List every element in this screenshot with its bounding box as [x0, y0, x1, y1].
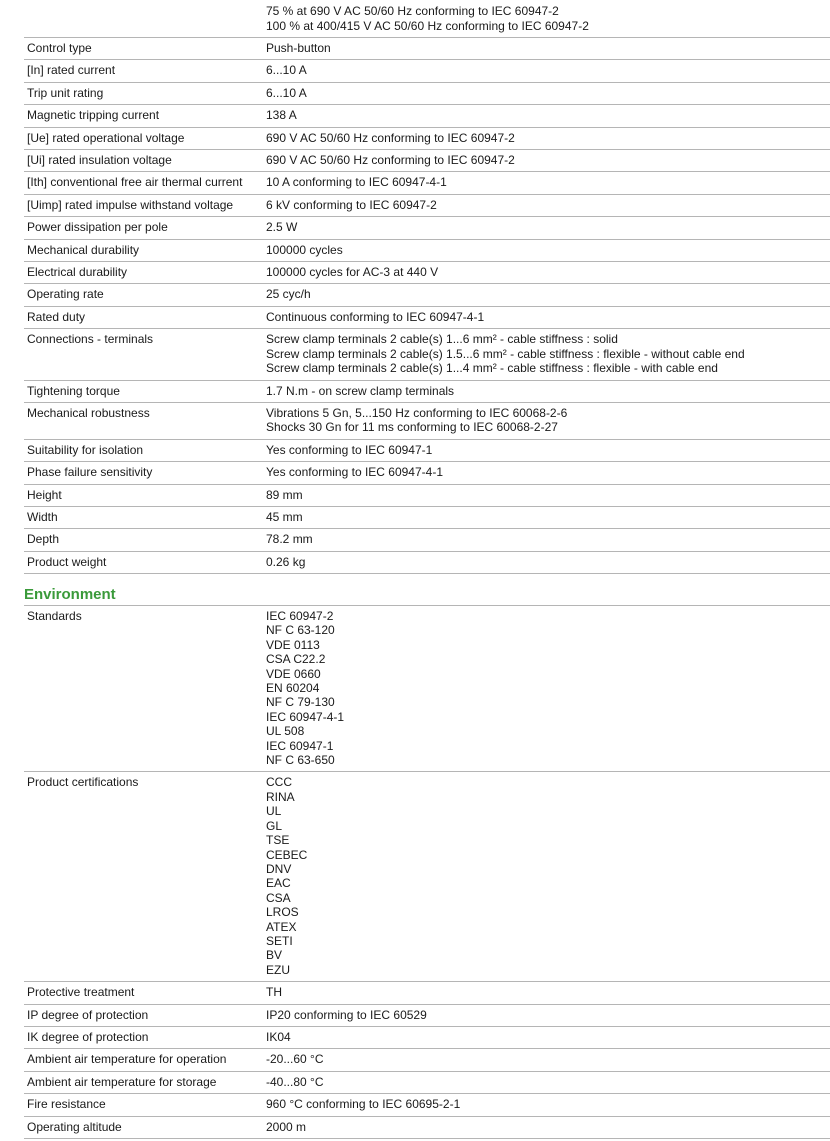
- continued-line: 100 % at 400/415 V AC 50/60 Hz conforming to IEC 60947-2: [266, 18, 589, 33]
- spec-value: [262, 529, 830, 550]
- spec-value: [262, 462, 830, 483]
- spec-value: [262, 381, 830, 402]
- spec-value-line: Yes conforming to IEC 60947-4-1: [266, 465, 443, 480]
- spec-row: [24, 128, 830, 150]
- spec-value-line: BV: [266, 948, 283, 963]
- spec-value-line: IEC 60947-1: [266, 738, 334, 753]
- spec-value-line: 6 kV conforming to IEC 60947-2: [266, 197, 437, 212]
- spec-value-line: Vibrations 5 Gn, 5...150 Hz conforming to IEC 60068-2-6: [266, 405, 568, 420]
- spec-row: [24, 529, 830, 551]
- spec-row: [24, 284, 830, 306]
- spec-value: [262, 403, 830, 439]
- spec-value: [262, 284, 830, 305]
- spec-label: Mechanical durability: [27, 242, 140, 257]
- spec-label: Product certifications: [27, 775, 139, 790]
- spec-value: [262, 606, 830, 771]
- spec-value: [262, 172, 830, 193]
- spec-value: [262, 1094, 830, 1115]
- spec-value: [262, 772, 830, 981]
- spec-value-line: Shocks 30 Gn for 11 ms conforming to IEC 60068-2-27: [266, 420, 558, 435]
- spec-label: Product weight: [27, 554, 107, 569]
- spec-value-line: VDE 0660: [266, 666, 321, 681]
- spec-label: IP degree of protection: [27, 1007, 149, 1022]
- spec-value-line: SETI: [266, 933, 293, 948]
- spec-value-line: Screw clamp terminals 2 cable(s) 1...6 mm² - cable stiffness : solid: [266, 332, 618, 347]
- spec-value: [262, 485, 830, 506]
- spec-value-line: 690 V AC 50/60 Hz conforming to IEC 60947-2: [266, 130, 515, 145]
- spec-label: [Ui] rated insulation voltage: [27, 153, 172, 168]
- spec-value-line: 690 V AC 50/60 Hz conforming to IEC 60947-2: [266, 153, 515, 168]
- spec-value-line: UL 508: [266, 724, 305, 739]
- spec-value: [262, 440, 830, 461]
- spec-value: [262, 1027, 830, 1048]
- spec-value-line: RINA: [266, 789, 295, 804]
- spec-value-line: 1.7 N.m - on screw clamp terminals: [266, 383, 455, 398]
- spec-value-line: NF C 63-650: [266, 753, 335, 768]
- spec-label: [Uimp] rated impulse withstand voltage: [27, 197, 234, 212]
- spec-value-line: TSE: [266, 833, 290, 848]
- spec-value: [262, 60, 830, 81]
- spec-value-line: IK04: [266, 1029, 291, 1044]
- spec-value-line: VDE 0113: [266, 637, 320, 652]
- spec-row: [24, 507, 830, 529]
- spec-label: Operating altitude: [27, 1119, 122, 1134]
- spec-value-line: ATEX: [266, 919, 297, 934]
- spec-value-line: 45 mm: [266, 509, 303, 524]
- spec-label: Tightening torque: [27, 383, 120, 398]
- spec-label: Rated duty: [27, 309, 86, 324]
- spec-label: Trip unit rating: [27, 85, 104, 100]
- spec-sheet: [24, 0, 830, 574]
- spec-value-line: GL: [266, 818, 283, 833]
- spec-label: IK degree of protection: [27, 1029, 149, 1044]
- spec-row: [24, 262, 830, 284]
- specs-table: [24, 37, 830, 574]
- spec-row: [24, 1049, 830, 1071]
- spec-value-line: Continuous conforming to IEC 60947-4-1: [266, 309, 485, 324]
- spec-row: [24, 462, 830, 484]
- spec-value-line: 138 A: [266, 108, 297, 123]
- continued-line: 75 % at 690 V AC 50/60 Hz conforming to IEC 60947-2: [266, 4, 559, 18]
- environment-table: [24, 605, 830, 1139]
- spec-value-line: IEC 60947-2: [266, 609, 334, 623]
- spec-value: [262, 1072, 830, 1093]
- spec-row: [24, 381, 830, 403]
- spec-value-line: IP20 conforming to IEC 60529: [266, 1007, 427, 1022]
- spec-row: [24, 83, 830, 105]
- spec-value-line: LROS: [266, 905, 299, 920]
- spec-value: [262, 1049, 830, 1070]
- spec-value-line: IEC 60947-4-1: [266, 709, 345, 724]
- spec-value: [262, 38, 830, 59]
- spec-label: Protective treatment: [27, 985, 135, 1000]
- spec-value-line: -20...60 °C: [266, 1052, 324, 1067]
- spec-value-line: EN 60204: [266, 681, 320, 696]
- spec-label: Power dissipation per pole: [27, 220, 168, 235]
- spec-value-line: EZU: [266, 962, 290, 977]
- spec-value-line: TH: [266, 985, 282, 1000]
- spec-row: [24, 552, 830, 574]
- spec-row: [24, 195, 830, 217]
- spec-value-line: 78.2 mm: [266, 532, 313, 547]
- spec-value: [262, 507, 830, 528]
- spec-label: [In] rated current: [27, 63, 116, 78]
- spec-row: [24, 38, 830, 60]
- spec-value-line: -40...80 °C: [266, 1074, 324, 1089]
- spec-row: [24, 1117, 830, 1139]
- spec-value-line: Screw clamp terminals 2 cable(s) 1.5...6 mm² - cable stiffness : flexible - without cable end: [266, 346, 745, 361]
- spec-value: [262, 1117, 830, 1138]
- spec-value-line: NF C 79-130: [266, 695, 335, 710]
- spec-value-line: 89 mm: [266, 487, 303, 502]
- spec-value-line: CSA C22.2: [266, 652, 326, 667]
- spec-value: [262, 105, 830, 126]
- spec-row: [24, 606, 830, 772]
- spec-value-line: NF C 63-120: [266, 623, 335, 638]
- spec-value-line: Yes conforming to IEC 60947-1: [266, 442, 433, 457]
- spec-value-line: CEBEC: [266, 847, 308, 862]
- spec-label: Height: [27, 487, 62, 502]
- spec-label: Fire resistance: [27, 1097, 106, 1112]
- spec-value: [262, 307, 830, 328]
- spec-value-line: CCC: [266, 775, 292, 790]
- spec-row: [24, 485, 830, 507]
- spec-row: [24, 240, 830, 262]
- continued-values: [24, 0, 830, 37]
- spec-row: [24, 1005, 830, 1027]
- spec-row: [24, 172, 830, 194]
- spec-label: Width: [27, 509, 58, 524]
- spec-value-line: UL: [266, 804, 282, 819]
- spec-value-line: Screw clamp terminals 2 cable(s) 1...4 mm² - cable stiffness : flexible - with cable end: [266, 361, 718, 376]
- spec-label: Depth: [27, 532, 60, 547]
- spec-value-line: 0.26 kg: [266, 554, 306, 569]
- spec-row: [24, 440, 830, 462]
- spec-value-line: CSA: [266, 890, 291, 905]
- spec-label: Ambient air temperature for storage: [27, 1074, 217, 1089]
- spec-label: Magnetic tripping current: [27, 108, 160, 123]
- spec-label: Suitability for isolation: [27, 442, 144, 457]
- spec-row: [24, 60, 830, 82]
- spec-label: Control type: [27, 41, 92, 55]
- environment-section-title: Environment: [24, 586, 116, 603]
- spec-value-line: Push-button: [266, 41, 331, 55]
- spec-label: [Ue] rated operational voltage: [27, 130, 185, 145]
- spec-value: [262, 83, 830, 104]
- spec-value: [262, 240, 830, 261]
- spec-value-line: 960 °C conforming to IEC 60695-2-1: [266, 1097, 461, 1112]
- spec-value-line: 25 cyc/h: [266, 287, 311, 302]
- spec-value: [262, 982, 830, 1003]
- spec-value-line: 6...10 A: [266, 85, 307, 100]
- spec-value-line: 2000 m: [266, 1119, 307, 1134]
- spec-value: [262, 329, 830, 379]
- spec-value-line: 100000 cycles for AC-3 at 440 V: [266, 265, 439, 280]
- spec-value-line: 6...10 A: [266, 63, 307, 78]
- spec-label: Ambient air temperature for operation: [27, 1052, 227, 1067]
- spec-label: Operating rate: [27, 287, 104, 302]
- spec-row: [24, 307, 830, 329]
- spec-value-line: 10 A conforming to IEC 60947-4-1: [266, 175, 447, 190]
- spec-value-line: 2.5 W: [266, 220, 298, 235]
- spec-label: Phase failure sensitivity: [27, 465, 153, 480]
- spec-value: [262, 128, 830, 149]
- spec-label: Connections - terminals: [27, 332, 154, 347]
- spec-row: [24, 150, 830, 172]
- spec-value: [262, 262, 830, 283]
- spec-row: [24, 329, 830, 380]
- spec-label: Mechanical robustness: [27, 405, 150, 420]
- spec-value-line: 100000 cycles: [266, 242, 343, 257]
- spec-value: [262, 1005, 830, 1026]
- spec-row: [24, 1072, 830, 1094]
- spec-label: Standards: [27, 609, 82, 623]
- spec-row: [24, 403, 830, 440]
- spec-row: [24, 105, 830, 127]
- spec-row: [24, 772, 830, 982]
- spec-value-line: DNV: [266, 861, 292, 876]
- spec-row: [24, 217, 830, 239]
- spec-row: [24, 1027, 830, 1049]
- spec-label: [Ith] conventional free air thermal current: [27, 175, 243, 190]
- spec-row: [24, 982, 830, 1004]
- spec-value: [262, 195, 830, 216]
- spec-value: [262, 552, 830, 573]
- spec-value: [262, 150, 830, 171]
- spec-value-line: EAC: [266, 876, 291, 891]
- spec-label: Electrical durability: [27, 265, 128, 280]
- spec-value: [262, 217, 830, 238]
- spec-row: [24, 1094, 830, 1116]
